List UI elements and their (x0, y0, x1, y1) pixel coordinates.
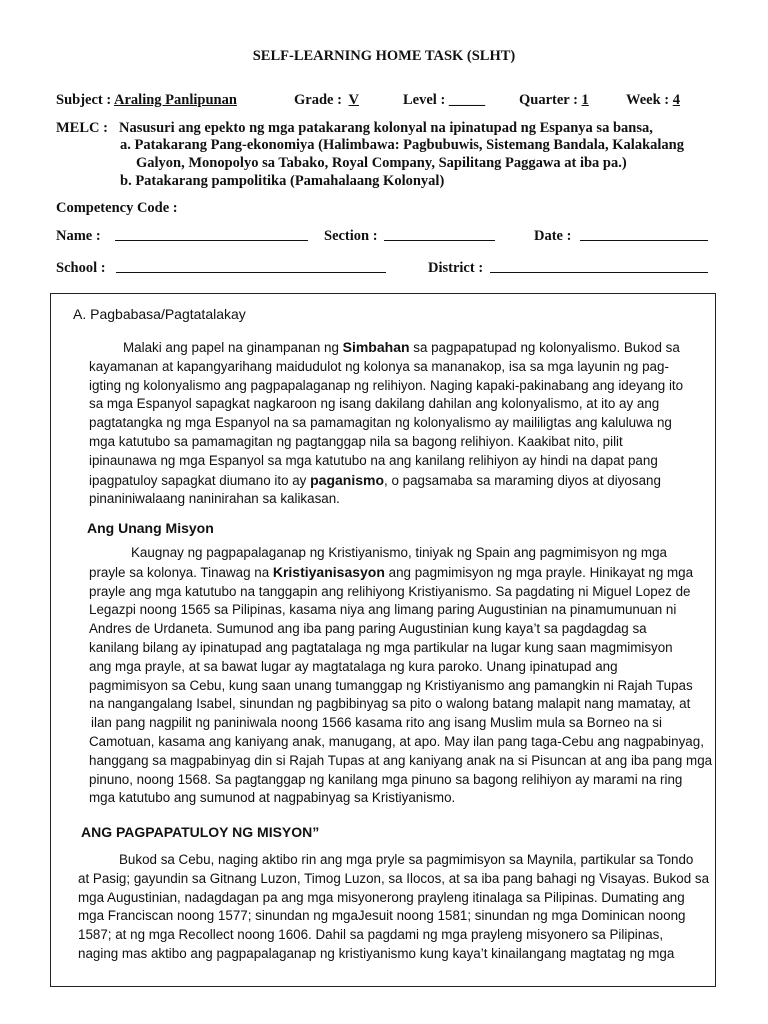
text-run: sa mga Espanyol sapagkat nagkaroon ng isang dakilang dahilan ang kolonyalismo, at ito ay ang (89, 396, 660, 412)
text-run: ang mga prayle, at sa bawat lugar ay magtatalaga ng kura paroko. Unang ipinatupad ang (89, 658, 618, 674)
text-run: prayle sa kolonya. Tinawag na (89, 564, 273, 580)
text-run: pinaniniwalaang naninirahan sa kalikasan. (89, 491, 340, 507)
paragraph-line (89, 620, 712, 639)
melc-item-b: b. Patakarang pampolitika (Pamahalaang Kolonyal) (120, 173, 445, 189)
section-heading: A. Pagbabasa/Pagtatalakay (73, 306, 246, 322)
paragraph-line (78, 907, 709, 926)
melc-text: Nasusuri ang epekto ng mga patakarang kolonyal na ipinatupad ng Espanya sa bansa, (119, 120, 653, 136)
paragraph-line (89, 358, 683, 377)
text-run: mga katutubo ang sumunod at nagpabinyag sa Kristiyanismo. (89, 790, 456, 806)
district-label: District : (428, 260, 484, 276)
paragraph-line (89, 771, 712, 790)
subject-label: Subject : (56, 92, 112, 108)
paragraph-line (89, 544, 712, 563)
text-run: Andres de Urdaneta. Sumunod ang iba pang paring Augustinian kung kaya’t sa pagdagdag sa (89, 621, 647, 637)
paragraph-line (78, 870, 709, 889)
paragraph-line (89, 752, 712, 771)
text-run: at Pasig; gayundin sa Gitnang Luzon, Timog Luzon, sa Ilocos, at sa iba pang bahagi ng Visayas. Bukod sa (78, 870, 710, 886)
text-run: Kaugnay ng pagpapalaganap ng Kristiyanismo, tiniyak ng Spain ang pagmimisyon ng mga (131, 545, 667, 560)
text-run: Camotuan, kasama ang kaniyang anak, manugang, at apo. May ilan pang taga-Cebu ang nagpabinyag, (89, 733, 704, 749)
paragraph-line (78, 889, 709, 908)
paragraph-line (89, 695, 712, 714)
competency-code-label: Competency Code : (56, 200, 178, 216)
text-run: kanilang bilang ay ipinatupad ang pagtatalaga ng mga partikular na lugar kung saan magmimisyon (89, 639, 673, 655)
text-run: hanggang sa magpabinyag din si Rajah Tupas at ang kaniyang anak na si Pisuncan at ang iba pang mga (89, 752, 713, 768)
text-run: Malaki ang papel na ginampanan ng (123, 340, 343, 355)
paragraph-line (89, 677, 712, 696)
week-row (626, 92, 680, 109)
subject-value: Araling Panlipunan (114, 92, 237, 108)
paragraph-line (89, 395, 683, 414)
text-run: , o pagsamaba sa maraming diyos at diyosang (384, 472, 661, 488)
text-run: prayle ang mga katutubo na tanggapin ang relihiyong Kristiyanismo. Sa pagdating ni Miguel Lopez de (89, 583, 691, 599)
melc-item-a: a. Patakarang Pang-ekonomiya (Halimbawa: Pagbubuwis, Sistemang Bandala, Kalakalang (120, 137, 684, 153)
text-run: mga katutubo sa pamamagitan ng pagtanggap nila sa bagong relihiyon. Kaakibat nito, pilit (89, 433, 623, 449)
melc-label: MELC : (56, 120, 108, 136)
section-field[interactable] (384, 228, 495, 241)
paragraph-line (78, 926, 709, 945)
grade-value: V (348, 92, 360, 108)
text-run: sa pagpapatupad ng kolonyalismo. Bukod sa (409, 340, 680, 355)
level-value: _____ (448, 92, 486, 108)
subject-row (56, 92, 237, 109)
date-label: Date : (534, 228, 572, 244)
level-label: Level : (403, 92, 446, 108)
school-label: School : (56, 260, 106, 276)
heading-unang-misyon: Ang Unang Misyon (87, 520, 214, 536)
reading-box (50, 293, 716, 987)
text-run: Legazpi noong 1565 sa Pilipinas, kasama niya ang limang paring Augustinian na pinamumunuan ni (89, 602, 677, 618)
text-run: pagtatangka ng mga Espanyol na sa pamamagitan ng kolonyalismo ay maililigtas ang kaluluwa ng (89, 415, 672, 431)
level-row (403, 92, 485, 109)
paragraph-line (89, 471, 683, 491)
paragraph-line (78, 945, 709, 964)
grade-row (294, 92, 362, 109)
heading-pagpapatuloy: ANG PAGPAPATULOY NG MISYON” (81, 824, 320, 840)
paragraph-line (89, 377, 683, 396)
name-label: Name : (56, 228, 101, 244)
paragraph-pagpapatuloy (78, 851, 709, 964)
paragraph-line (89, 433, 683, 452)
bold-term: paganismo (310, 471, 385, 488)
text-run: ipinaunawa ng mga Espanyol sa mga katutubo na ang kanilang relihiyon ay hindi na dapat pang (89, 452, 658, 468)
paragraph-line (89, 490, 683, 509)
quarter-label: Quarter : (519, 92, 578, 108)
week-value: 4 (672, 92, 680, 108)
district-field[interactable] (490, 260, 708, 273)
week-label: Week : (626, 92, 670, 108)
text-run: ilan pang nagpilit ng paniniwala noong 1566 kasama rito ang isang Muslim mula sa Borneo na si (91, 715, 662, 731)
paragraph-line (89, 789, 712, 808)
text-run: kayamanan at kapangyarihang maidudulot ng kolonya sa mananakop, isa sa mga layunin ng pag- (89, 358, 669, 374)
text-run: Bukod sa Cebu, naging aktibo rin ang mga pryle sa pagmimisyon sa Maynila, partikular sa Tondo (119, 852, 694, 867)
paragraph-line (89, 563, 712, 583)
section-label: Section : (324, 228, 378, 244)
paragraph-line (89, 658, 712, 677)
text-run: mga Franciscan noong 1577; sinundan ng mgaJesuit noong 1581; sinundan ng mga Dominican noong (78, 908, 686, 924)
date-field[interactable] (580, 228, 708, 241)
bold-term: Kristiyanisasyon (272, 563, 385, 580)
paragraph-line (78, 851, 709, 870)
text-run: ang pagmimisyon ng mga prayle. Hinikayat ng mga (384, 564, 694, 580)
paragraph-line (89, 639, 712, 658)
text-run: na nangangalang Isabel, sinundan ng pagbibinyag sa pito o walong batang malapit nang mamatay, at (89, 696, 691, 712)
paragraph-line (89, 733, 712, 752)
paragraph-simbahan (89, 338, 683, 509)
paragraph-line (89, 452, 683, 471)
paragraph-unang-misyon (89, 544, 712, 808)
name-field[interactable] (115, 228, 308, 241)
school-field[interactable] (116, 260, 386, 273)
paragraph-line (89, 414, 683, 433)
text-run: ipagpatuloy sapagkat diumano ito ay (89, 472, 311, 488)
melc-item-a-cont: Galyon, Monopolyo sa Tabako, Royal Company, Sapilitang Paggawa at iba pa.) (136, 155, 627, 171)
text-run: 1587; at ng mga Recollect noong 1606. Dahil sa pagdami ng mga prayleng misyonero sa Pilipinas, (78, 927, 664, 943)
paragraph-line (89, 338, 683, 358)
text-run: igting ng kolonyalismo ang pagpapalaganap ng relihiyon. Naging kapaki-pakinabang ang ideyang ito (89, 377, 684, 393)
text-run: pinuno, noong 1568. Sa pagtanggap ng kanilang mga pinuno sa bagong relihiyon ay marami na ring (89, 771, 683, 787)
paragraph-line (89, 714, 712, 733)
text-run: pagmimisyon sa Cebu, kung saan unang tumanggap ng Kristiyanismo ang pamangkin ni Rajah Tupas (89, 677, 693, 693)
quarter-value: 1 (581, 92, 589, 108)
bold-term: Simbahan (342, 339, 410, 355)
text-run: naging mas aktibo ang pagpapalaganap ng kristiyanismo kung kaya’t kinailangang magtatag ng mga (78, 945, 675, 961)
paragraph-line (89, 601, 712, 620)
quarter-row (519, 92, 598, 109)
paragraph-line (89, 583, 712, 602)
text-run: mga Augustinian, nadagdagan pa ang mga misyonerong prayleng itinalaga sa Pilipinas. Dumating ang (78, 889, 685, 905)
page-title: SELF-LEARNING HOME TASK (SLHT) (252, 48, 516, 64)
grade-label: Grade : (294, 92, 342, 108)
